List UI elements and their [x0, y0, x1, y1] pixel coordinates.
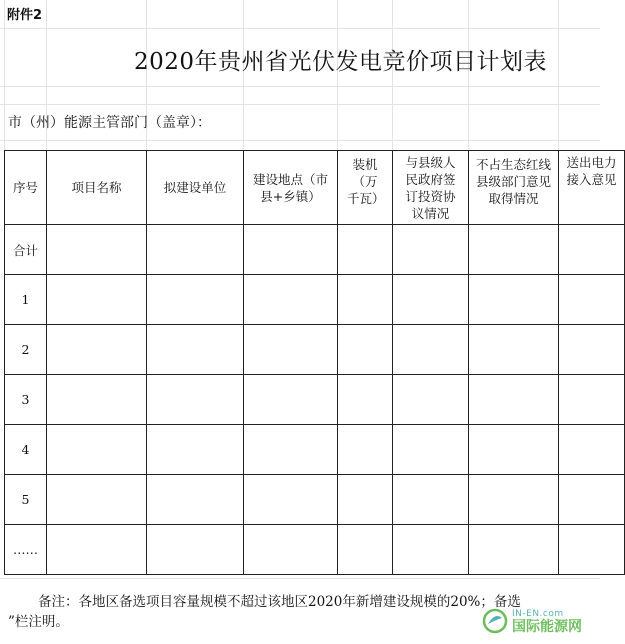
table-cell	[469, 475, 559, 525]
table-cell	[338, 275, 393, 325]
table-cell	[559, 325, 625, 375]
header-investment-agreement: 与县级人民政府签订投资协议情况	[393, 151, 469, 225]
table-cell	[47, 525, 147, 575]
table-cell	[559, 275, 625, 325]
table-cell	[47, 425, 147, 475]
header-builder: 拟建设单位	[147, 151, 244, 225]
table-cell	[244, 525, 338, 575]
row-label: 合计	[5, 225, 47, 275]
table-cell	[147, 325, 244, 375]
table-cell	[469, 525, 559, 575]
footnote-line-2: ”栏注明。	[8, 614, 69, 630]
row-label: 3	[5, 375, 47, 425]
watermark-logo	[482, 603, 596, 639]
table-row	[5, 425, 625, 475]
header-location: 建设地点（市县+乡镇）	[244, 151, 338, 225]
table-cell	[559, 225, 625, 275]
table-cell	[244, 475, 338, 525]
table-cell	[147, 275, 244, 325]
table-cell	[393, 325, 469, 375]
table-cell	[47, 275, 147, 325]
header-serial: 序号	[5, 151, 47, 225]
table-header-row	[5, 151, 625, 225]
table-cell	[469, 275, 559, 325]
header-capacity: 装机（万千瓦）	[338, 151, 393, 225]
header-project-name: 项目名称	[47, 151, 147, 225]
row-label: 4	[5, 425, 47, 475]
table-cell	[47, 475, 147, 525]
table-cell	[47, 325, 147, 375]
department-seal-line: 市（州）能源主管部门（盖章）：	[8, 115, 211, 131]
table-cell	[147, 375, 244, 425]
table-row	[5, 525, 625, 575]
leaf-logo-icon	[482, 608, 508, 634]
table-row	[5, 225, 625, 275]
table-cell	[338, 375, 393, 425]
table-cell	[393, 375, 469, 425]
table-cell	[469, 225, 559, 275]
table-cell	[338, 425, 393, 475]
table-row	[5, 475, 625, 525]
table-cell	[147, 425, 244, 475]
table-cell	[147, 525, 244, 575]
table-cell	[338, 325, 393, 375]
row-label: 1	[5, 275, 47, 325]
table-cell	[559, 375, 625, 425]
table-cell	[393, 225, 469, 275]
table-row	[5, 275, 625, 325]
table-cell	[393, 275, 469, 325]
table-cell	[559, 525, 625, 575]
table-cell	[244, 225, 338, 275]
table-cell	[47, 225, 147, 275]
table-cell	[338, 525, 393, 575]
table-cell	[147, 225, 244, 275]
table-cell	[338, 225, 393, 275]
table-cell	[244, 425, 338, 475]
header-grid-access: 送出电力接入意见	[559, 151, 625, 225]
table-cell	[393, 475, 469, 525]
header-eco-redline: 不占生态红线县级部门意见取得情况	[469, 151, 559, 225]
table-row	[5, 325, 625, 375]
table-cell	[244, 375, 338, 425]
table-cell	[559, 425, 625, 475]
footnote-line-1: 备注：各地区备选项目容量规模不超过该地区2020年新增建设规模的20%；备选	[38, 594, 521, 610]
watermark-en: IN-EN.com	[512, 609, 564, 619]
table-cell	[469, 425, 559, 475]
table-cell	[469, 325, 559, 375]
page-title: 2020年贵州省光伏发电竞价项目计划表	[134, 49, 548, 75]
table-cell	[244, 275, 338, 325]
row-label: 2	[5, 325, 47, 375]
table-cell	[338, 475, 393, 525]
project-plan-table	[4, 150, 625, 575]
table-cell	[47, 375, 147, 425]
row-label: ……	[5, 525, 47, 575]
table-cell	[469, 375, 559, 425]
table-cell	[147, 475, 244, 525]
watermark-cn: 国际能源网	[512, 619, 582, 635]
attachment-label: 附件2	[7, 8, 43, 23]
table-row	[5, 375, 625, 425]
table-cell	[393, 425, 469, 475]
table-cell	[559, 475, 625, 525]
table-cell	[393, 525, 469, 575]
table-cell	[244, 325, 338, 375]
row-label: 5	[5, 475, 47, 525]
